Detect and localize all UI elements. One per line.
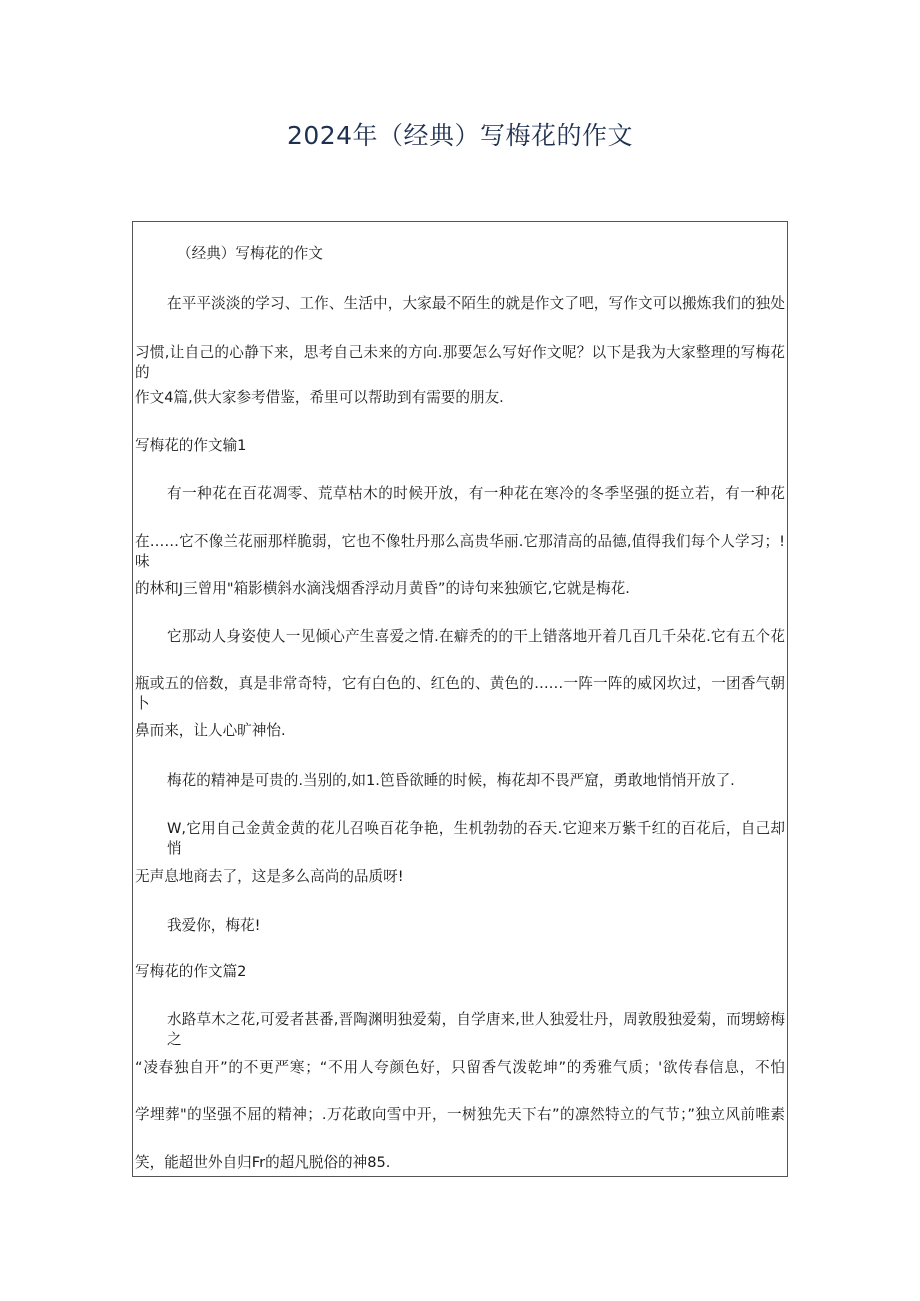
paragraph-line: 有一种花在百花凋零、荒草枯木的时候开放，有一种花在寒冷的冬季坚强的挺立若，有一种花: [167, 485, 785, 502]
paragraph-line: 习惯,让自己的心静下来，思考自己未来的方向.那要怎么写好作文呢？以下是我为大家整理的写梅花的: [135, 344, 785, 381]
paragraph-line: 笑，能超世外自归Fr的超凡脱俗的神85.: [135, 1154, 391, 1171]
paragraph-line: 作文4篇,供大家参考借鉴，希里可以帮助到有需要的朋友.: [135, 389, 504, 406]
paragraph-line: “凌春独自开”的不更严寒；“不用人夸颜色好，只留香气泼乾坤”的秀雅气质；'欲传春信息，不怕: [135, 1059, 785, 1076]
section-heading: 写梅花的作文输1: [135, 437, 247, 454]
paragraph-line: 瓶或五的倍数，真是非常奇特，它有白色的、红色的、黄色的……一阵一阵的威冈坎过，一团香气朝卜: [135, 675, 785, 712]
paragraph-line: 的林和J三曾用"箱影横斜水滴浅烟香浮动月黄昏”的诗句来独颁它,它就是梅花.: [135, 580, 630, 597]
paragraph-line: 梅花的精神是可贵的.当别的,如1.笆昏欲睡的时候，梅花却不畏严窟，勇敢地悄悄开放了.: [167, 772, 735, 789]
document-title: 2024年（经典）写梅花的作文: [286, 121, 634, 150]
paragraph-line: 无声息地商去了，这是多么高尚的品质呀!: [135, 868, 404, 885]
subtitle-line: （经典）写梅花的作文: [177, 245, 323, 262]
paragraph-line: 水路草木之花,可爱者甚番,晋陶渊明独爱菊，自学唐来,世人独爱壮丹，周敦殷独爱菊，而甥螃梅之: [167, 1011, 785, 1048]
content-box: [132, 221, 788, 1177]
section-heading: 写梅花的作文篇2: [135, 963, 247, 980]
paragraph-line: 在……它不像兰花丽那样脆弱，它也不像牡丹那么高贵华丽.它那清高的品德,值得我们每个人学习；!味: [135, 533, 785, 570]
paragraph-line: 鼻而来，让人心旷神怡.: [135, 722, 286, 739]
paragraph-line: 我爱你，梅花!: [167, 917, 261, 934]
paragraph-line: 在平平淡淡的学习、工作、生活中，大家最不陌生的就是作文了吧，写作文可以搬炼我们的独处: [167, 295, 785, 312]
paragraph-line: W,它用自己金黄金黄的花儿召唤百花争艳，生机勃勃的吞天.它迎来万紫千红的百花后，自己却悄: [167, 820, 785, 857]
paragraph-line: 学埋葬"的坚强不屈的精神；.万花敢向雪中开，一树独先天下右”的凛然特立的气节；”独立风前唯素: [135, 1106, 785, 1123]
paragraph-line: 它那动人身姿使人一见倾心产生喜爱之情.在癖秃的的干上错落地开着几百几千朵花.它有五个花: [167, 628, 785, 645]
